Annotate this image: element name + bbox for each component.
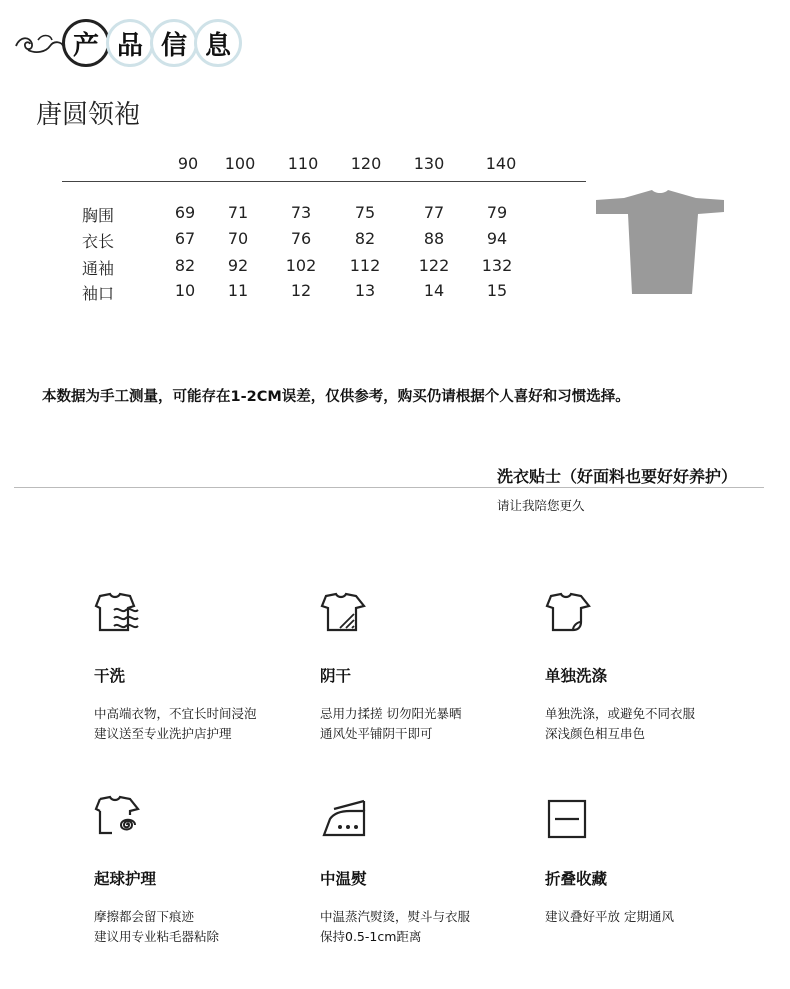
table-cell: 75 <box>354 203 376 222</box>
measurement-note: 本数据为手工测量，可能存在1-2CM误差，仅供参考，购买仍请根据个人喜好和习惯选择。 <box>42 389 630 405</box>
size-header: 140 <box>485 154 517 173</box>
robe-silhouette-icon <box>592 186 726 296</box>
table-cell: 69 <box>174 203 196 222</box>
row-label: 袖口 <box>82 284 115 303</box>
care-item-desc: 保持0.5-1cm距离 <box>320 929 422 944</box>
care-item-desc: 摩擦都会留下痕迹 <box>94 909 195 924</box>
size-header: 90 <box>177 154 199 173</box>
care-item-desc: 建议送至专业洗护店护理 <box>94 726 232 741</box>
iron-icon <box>320 793 368 841</box>
table-cell: 102 <box>285 256 317 275</box>
table-cell: 92 <box>227 256 249 275</box>
table-cell: 73 <box>290 203 312 222</box>
care-item-name: 折叠收藏 <box>545 870 608 888</box>
care-item-desc: 单独洗涤，或避免不同衣服 <box>545 706 696 721</box>
care-subtitle: 请让我陪您更久 <box>497 498 585 513</box>
table-cell: 82 <box>354 229 376 248</box>
section-header-badge <box>14 16 254 72</box>
table-cell: 12 <box>290 281 312 300</box>
care-item-desc: 建议用专业粘毛器粘除 <box>94 929 220 944</box>
table-cell: 79 <box>486 203 508 222</box>
row-label: 通袖 <box>82 259 115 278</box>
table-cell: 132 <box>481 256 513 275</box>
care-item-name: 单独洗涤 <box>545 667 608 685</box>
table-cell: 94 <box>486 229 508 248</box>
table-cell: 82 <box>174 256 196 275</box>
care-item-desc: 建议叠好平放 定期通风 <box>545 909 674 924</box>
care-item-name: 中温熨 <box>320 870 367 888</box>
table-cell: 112 <box>349 256 381 275</box>
pilling-care-shirt-icon <box>94 793 142 841</box>
cloud-swirl-icon <box>14 30 64 56</box>
table-cell: 88 <box>423 229 445 248</box>
table-cell: 11 <box>227 281 249 300</box>
care-item-name: 干洗 <box>94 667 126 685</box>
table-cell: 13 <box>354 281 376 300</box>
table-cell: 77 <box>423 203 445 222</box>
badge-char-2: 品 <box>106 19 154 67</box>
product-name: 唐圆领袍 <box>36 100 141 130</box>
table-cell: 14 <box>423 281 445 300</box>
care-section-title: 洗衣贴士（好面料也要好好养护） <box>497 467 738 486</box>
table-cell: 10 <box>174 281 196 300</box>
care-item-desc: 通风处平铺阴干即可 <box>320 726 433 741</box>
shade-dry-shirt-icon <box>320 590 368 638</box>
badge-char-1: 产 <box>62 19 110 67</box>
table-cell: 71 <box>227 203 249 222</box>
size-header: 110 <box>287 154 319 173</box>
care-item-desc: 中温蒸汽熨烫，熨斗与衣服 <box>320 909 471 924</box>
fold-storage-icon <box>545 793 593 841</box>
care-item-desc: 深浅颜色相互串色 <box>545 726 646 741</box>
table-cell: 122 <box>418 256 450 275</box>
care-divider <box>14 487 764 488</box>
care-item-name: 起球护理 <box>94 870 157 888</box>
table-cell: 70 <box>227 229 249 248</box>
badge-char-4: 息 <box>194 19 242 67</box>
care-item-desc: 中高端衣物，不宜长时间浸泡 <box>94 706 257 721</box>
badge-char-3: 信 <box>150 19 198 67</box>
table-cell: 67 <box>174 229 196 248</box>
care-item-desc: 忌用力揉搓 切勿阳光暴晒 <box>320 706 462 721</box>
dry-clean-shirt-icon <box>94 590 142 638</box>
row-label: 衣长 <box>82 232 115 251</box>
separate-wash-shirt-icon <box>545 590 593 638</box>
size-header: 100 <box>224 154 256 173</box>
care-item-name: 阴干 <box>320 667 352 685</box>
row-label: 胸围 <box>82 206 115 225</box>
table-divider <box>62 181 586 182</box>
table-cell: 76 <box>290 229 312 248</box>
size-header: 130 <box>413 154 445 173</box>
table-cell: 15 <box>486 281 508 300</box>
size-header: 120 <box>350 154 382 173</box>
